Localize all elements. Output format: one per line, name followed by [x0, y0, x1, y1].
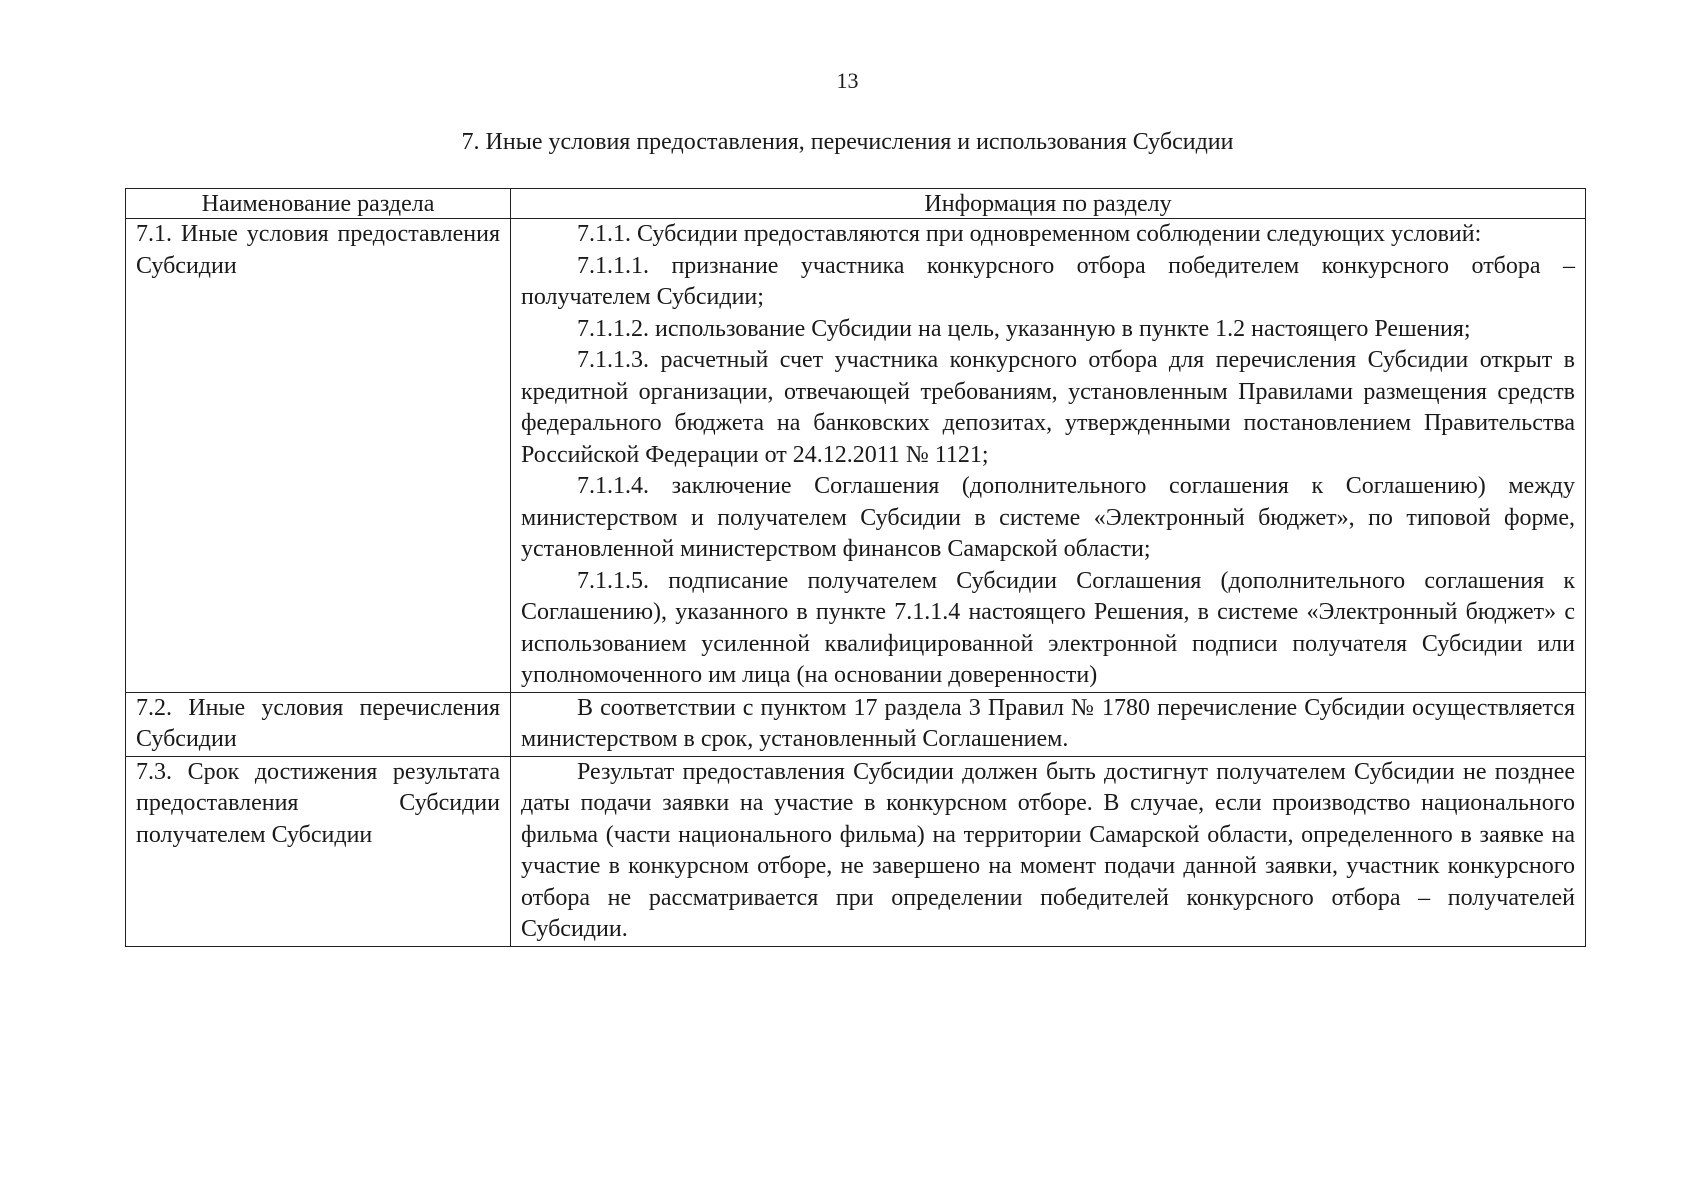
- header-section-info: Информация по разделу: [511, 189, 1586, 219]
- row-7-2-info: [511, 692, 1586, 756]
- paragraph-7-1-1: 7.1.1. Субсидии предоставляются при одновременном соблюдении следующих условий:: [577, 221, 1482, 247]
- paragraph-7-1-1-4: 7.1.1.4. заключение Соглашения (дополнительного соглашения к Соглашению) между министерством и получателем Субсидии в системе «Электронный бюджет», по типовой форме, установленной министерством финансов Самарской области;: [521, 473, 1575, 562]
- page-number: 13: [836, 68, 859, 93]
- row-7-1-info: [511, 219, 1586, 693]
- row-7-2-name: 7.2. Иные условия перечисления Субсидии: [126, 692, 511, 756]
- table-row: [126, 219, 1586, 693]
- paragraph-7-3: Результат предоставления Субсидии должен быть достигнут получателем Субсидии не позднее даты подачи заявки на участие в конкурсном отборе. В случае, если производство национального фильма (части национального фильма) на территории Самарской области, определенного в заявке на участие в конкурсном отборе, не завершено на момент подачи данной заявки, участник конкурсного отбора не рассматривается при определении победителей конкурсного отбора – получателей Субсидии.: [521, 758, 1575, 942]
- row-7-3-name: 7.3. Срок достижения результата предоставления Субсидии получателем Субсидии: [126, 756, 511, 946]
- table-row: [126, 692, 1586, 756]
- paragraph-7-1-1-3: 7.1.1.3. расчетный счет участника конкурсного отбора для перечисления Субсидии открыт в кредитной организации, отвечающей требованиям, установленным Правилами размещения средств федерального бюджета на банковских депозитах, утвержденными постановлением Правительства Российской Федерации от 24.12.2011 № 1121;: [521, 347, 1575, 468]
- paragraph-7-1-1-1: 7.1.1.1. признание участника конкурсного отбора победителем конкурсного отбора – получателем Субсидии;: [521, 252, 1575, 310]
- paragraph-7-1-1-2: 7.1.1.2. использование Субсидии на цель, указанную в пункте 1.2 настоящего Решения;: [577, 315, 1471, 342]
- section-title: 7. Иные условия предоставления, перечисления и использования Субсидии: [461, 129, 1234, 155]
- header-section-name: Наименование раздела: [126, 189, 511, 219]
- paragraph-7-1-1-5: 7.1.1.5. подписание получателем Субсидии Соглашения (дополнительного соглашения к Соглашению), указанного в пункте 7.1.1.4 настоящего Решения, в системе «Электронный бюджет» с использованием усиленной квалифицированной электронной подписи получателя Субсидии или уполномоченного им лица (на основании доверенности): [521, 567, 1575, 688]
- table-row: [126, 756, 1586, 946]
- row-7-3-info: [511, 756, 1586, 946]
- row-7-1-name: 7.1. Иные условия предоставления Субсидии: [126, 219, 511, 693]
- table-header-row: [126, 189, 1586, 219]
- conditions-table: [125, 188, 1586, 947]
- paragraph-7-2: В соответствии с пунктом 17 раздела 3 Правил № 1780 перечисление Субсидии осуществляется министерством в срок, установленный Соглашением.: [521, 694, 1575, 752]
